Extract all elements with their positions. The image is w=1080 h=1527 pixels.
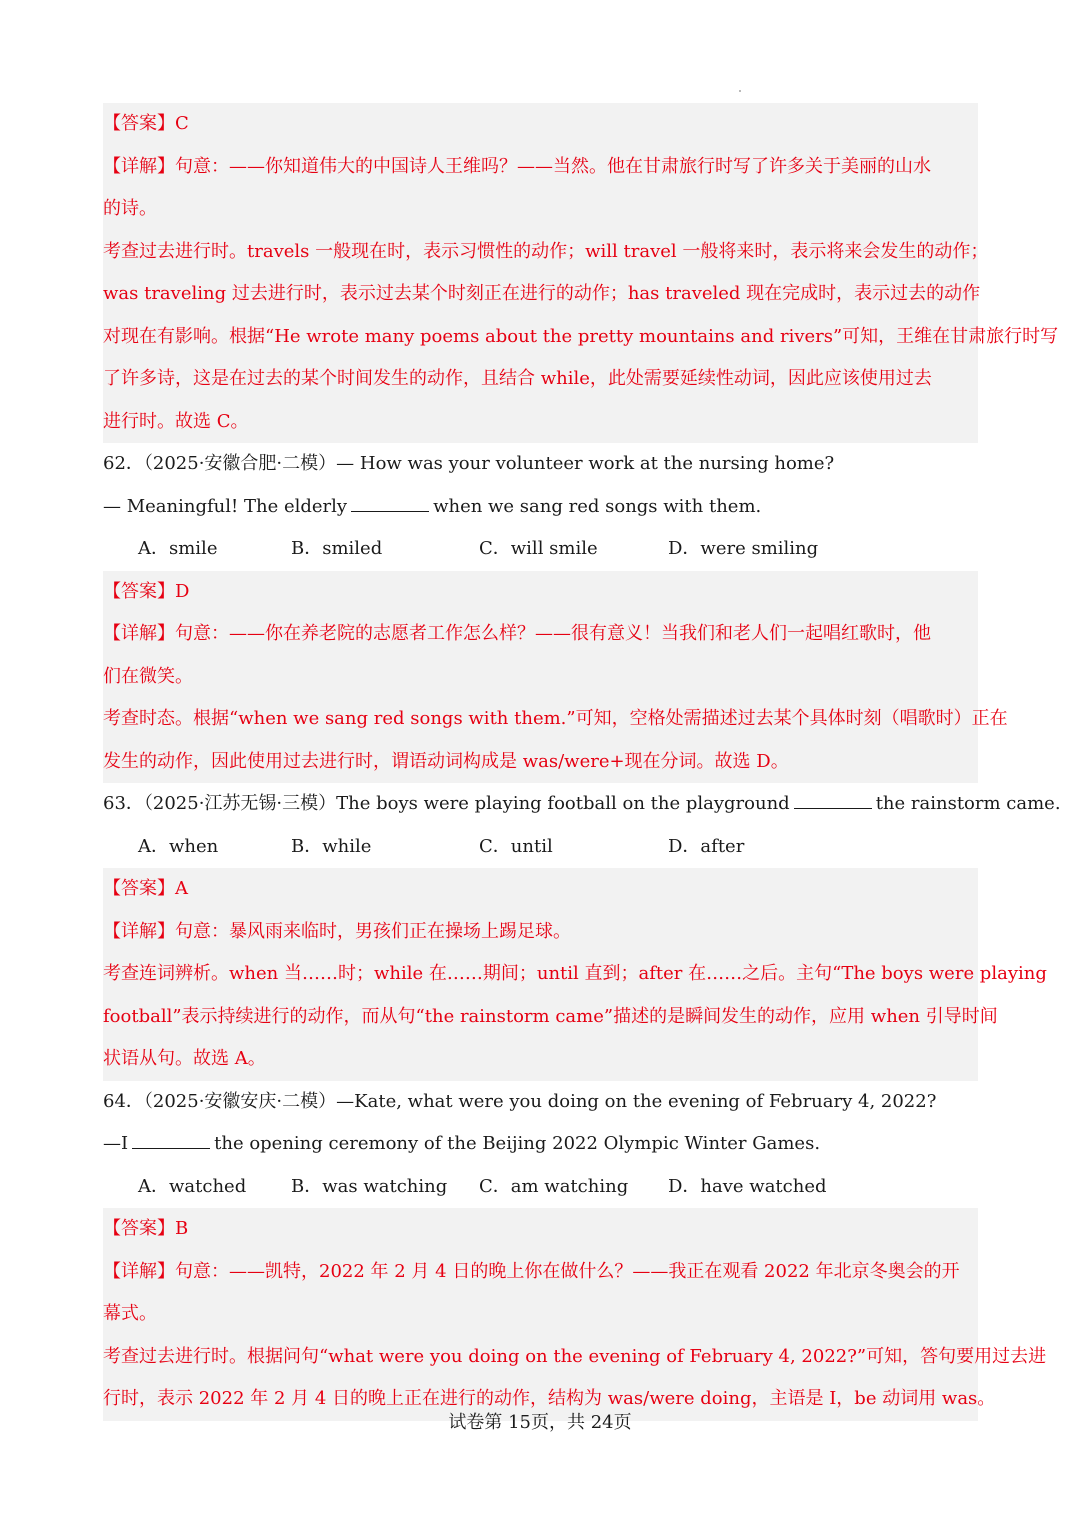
detail-line: 【详解】句意：暴风雨来临时，男孩们正在操场上踢足球。 — [103, 920, 571, 942]
option-b: B．was watching — [291, 1175, 448, 1197]
option-c: C．until — [479, 835, 553, 857]
analysis-line: 对现在有影响。根据“He wrote many poems about the pretty mountains and rivers”可知，王维在甘肃旅行时写 — [103, 325, 1059, 347]
analysis-line: 考查过去进行时。根据问句“what were you doing on the evening of February 4, 2022?”可知，答句要用过去进 — [103, 1345, 1047, 1367]
detail-line: 【详解】句意：——你在养老院的志愿者工作怎么样？——很有意义！当我们和老人们一起唱红歌时，他 — [103, 623, 931, 644]
options-row — [103, 1166, 978, 1209]
question-stem-line2 — [103, 486, 978, 529]
options-row — [103, 528, 978, 571]
analysis-line: 考查时态。根据“when we sang red songs with them.”可知，空格处需描述过去某个具体时刻（唱歌时）正在 — [103, 708, 1008, 729]
stem-text: when we sang red songs with them. — [433, 495, 762, 517]
fill-blank — [794, 788, 872, 809]
option-a: A．when — [138, 835, 219, 857]
detail-line: 的诗。 — [103, 198, 157, 219]
answer-block-61 — [103, 103, 1059, 443]
answer-label: 【答案】B — [103, 1218, 189, 1239]
answer-block-63 — [103, 868, 1047, 1081]
detail-line: 【详解】句意：——凯特，2022 年 2 月 4 日的晚上你在做什么？——我正在观看 2022 年北京冬奥会的开 — [103, 1260, 960, 1282]
stem-text: —I — [103, 1133, 129, 1154]
answer-block-64 — [103, 1208, 1047, 1421]
question-64 — [103, 1081, 978, 1209]
stem-text: the opening ceremony of the Beijing 2022 Olympic Winter Games. — [214, 1133, 821, 1154]
detail-line: 幕式。 — [103, 1303, 157, 1324]
analysis-line: was traveling 过去进行时，表示过去某个时刻正在进行的动作；has traveled 现在完成时，表示过去的动作 — [103, 283, 981, 304]
option-c: C．will smile — [479, 538, 598, 559]
question-stem: 62．（2025·安徽合肥·二模）— How was your volunteer work at the nursing home? — [103, 453, 835, 474]
scan-artifact-dot — [739, 90, 741, 92]
stem-text: — Meaningful! The elderly — [103, 495, 348, 517]
fill-blank — [351, 491, 429, 512]
analysis-line: 状语从句。故选 A。 — [103, 1048, 266, 1069]
detail-line: 【详解】句意：——你知道伟大的中国诗人王维吗？——当然。他在甘肃旅行时写了许多关于美丽的山水 — [103, 155, 931, 177]
option-d: D．have watched — [668, 1175, 827, 1197]
page-footer: 试卷第 15页，共 24页 — [448, 1412, 632, 1433]
question-62 — [103, 443, 978, 571]
stem-text: the rainstorm came. — [875, 793, 1061, 814]
answer-block-62 — [103, 571, 1008, 784]
question-stem — [103, 783, 1061, 826]
question-stem: 64．（2025·安徽安庆·二模）—Kate, what were you doing on the evening of February 4, 2022? — [103, 1090, 937, 1112]
stem-text: 63．（2025·江苏无锡·三模）The boys were playing football on the playground — [103, 793, 790, 814]
option-c: C．am watching — [479, 1175, 629, 1197]
detail-line: 们在微笑。 — [103, 665, 193, 687]
analysis-line: 了许多诗，这是在过去的某个时间发生的动作，且结合 while，此处需要延续性动词，因此应该使用过去 — [103, 368, 932, 389]
answer-label: 【答案】D — [103, 580, 190, 602]
analysis-line: football”表示持续进行的动作，而从句“the rainstorm came”描述的是瞬间发生的动作，应用 when 引导时间 — [103, 1005, 998, 1027]
option-b: B．while — [291, 835, 372, 857]
fill-blank — [132, 1128, 210, 1149]
question-stem-line2 — [103, 1123, 978, 1166]
option-d: D．were smiling — [668, 538, 819, 559]
analysis-line: 考查连词辨析。when 当……时；while 在……期间；until 直到；after 在……之后。主句“The boys were playing — [103, 963, 1047, 984]
option-d: D．after — [668, 835, 745, 857]
option-a: A．smile — [138, 538, 218, 559]
option-b: B．smiled — [291, 538, 383, 559]
analysis-line: 考查过去进行时。travels 一般现在时，表示习惯性的动作；will travel 一般将来时，表示将来会发生的动作； — [103, 240, 989, 262]
answer-label: 【答案】C — [103, 113, 189, 134]
analysis-line: 进行时。故选 C。 — [103, 410, 249, 432]
analysis-line: 发生的动作，因此使用过去进行时，谓语动词构成是 was/were+现在分词。故选 D。 — [103, 750, 789, 772]
option-a: A．watched — [138, 1175, 247, 1197]
question-63 — [103, 783, 1061, 868]
answer-label: 【答案】A — [103, 878, 188, 899]
exam-page — [103, 103, 1061, 1421]
analysis-line: 行时，表示 2022 年 2 月 4 日的晚上正在进行的动作，结构为 was/were doing，主语是 I，be 动词用 was。 — [103, 1388, 996, 1409]
options-row — [103, 826, 978, 869]
